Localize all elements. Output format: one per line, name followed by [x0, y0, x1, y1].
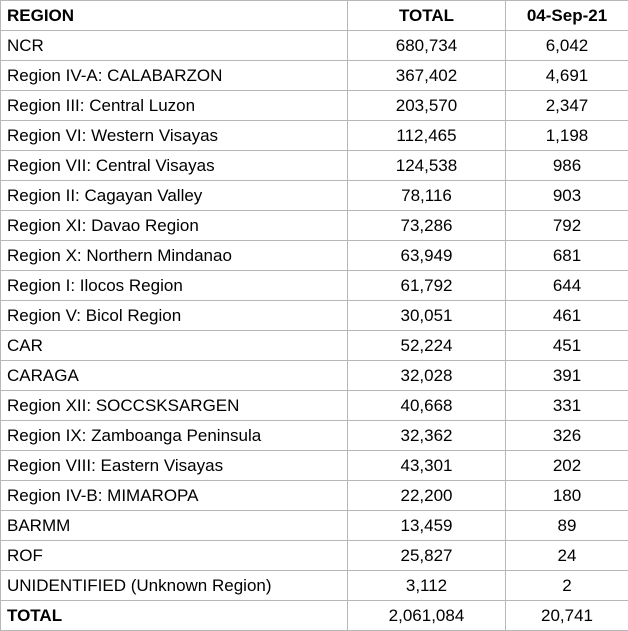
region-cell: BARMM: [1, 511, 348, 541]
total-cell: 52,224: [348, 331, 506, 361]
region-cell: CAR: [1, 331, 348, 361]
table-row: [1, 151, 628, 181]
region-cell: Region I: Ilocos Region: [1, 271, 348, 301]
total-cell: 32,362: [348, 421, 506, 451]
table-row: [1, 391, 628, 421]
date-cell: 331: [506, 391, 628, 421]
total-cell: 73,286: [348, 211, 506, 241]
region-cell: Region II: Cagayan Valley: [1, 181, 348, 211]
date-cell: 681: [506, 241, 628, 271]
date-cell: 24: [506, 541, 628, 571]
table-row: [1, 211, 628, 241]
date-cell: 4,691: [506, 61, 628, 91]
header-date: 04-Sep-21: [506, 1, 628, 31]
date-cell: 180: [506, 481, 628, 511]
total-cell: 30,051: [348, 301, 506, 331]
total-cell: 78,116: [348, 181, 506, 211]
header-region: REGION: [1, 1, 348, 31]
total-cell: 61,792: [348, 271, 506, 301]
total-cell: 43,301: [348, 451, 506, 481]
date-cell: 2,347: [506, 91, 628, 121]
date-cell: 89: [506, 511, 628, 541]
region-cell: Region V: Bicol Region: [1, 301, 348, 331]
table-row: [1, 571, 628, 601]
total-cell: 203,570: [348, 91, 506, 121]
region-cell: Region X: Northern Mindanao: [1, 241, 348, 271]
region-cell: ROF: [1, 541, 348, 571]
date-cell: 461: [506, 301, 628, 331]
region-cell: Region VII: Central Visayas: [1, 151, 348, 181]
region-cell: UNIDENTIFIED (Unknown Region): [1, 571, 348, 601]
date-cell: 6,042: [506, 31, 628, 61]
date-cell: 792: [506, 211, 628, 241]
total-cell: 63,949: [348, 241, 506, 271]
total-date-cases: 20,741: [506, 601, 628, 631]
total-cell: 124,538: [348, 151, 506, 181]
table-row: [1, 241, 628, 271]
table-row: [1, 301, 628, 331]
total-cell: 680,734: [348, 31, 506, 61]
table-row: [1, 421, 628, 451]
date-cell: 326: [506, 421, 628, 451]
region-cell: CARAGA: [1, 361, 348, 391]
region-cell: Region IV-A: CALABARZON: [1, 61, 348, 91]
total-cell: 3,112: [348, 571, 506, 601]
table-row: [1, 451, 628, 481]
region-cell: Region IV-B: MIMAROPA: [1, 481, 348, 511]
date-cell: 903: [506, 181, 628, 211]
total-label: TOTAL: [1, 601, 348, 631]
table-row: [1, 271, 628, 301]
region-cell: Region VIII: Eastern Visayas: [1, 451, 348, 481]
table-row: [1, 31, 628, 61]
table-row: [1, 91, 628, 121]
table-row: [1, 541, 628, 571]
total-cases: 2,061,084: [348, 601, 506, 631]
date-cell: 2: [506, 571, 628, 601]
date-cell: 202: [506, 451, 628, 481]
date-cell: 391: [506, 361, 628, 391]
total-cell: 32,028: [348, 361, 506, 391]
table-row: [1, 331, 628, 361]
region-cell: NCR: [1, 31, 348, 61]
table-row: [1, 361, 628, 391]
total-cell: 112,465: [348, 121, 506, 151]
table-row: [1, 181, 628, 211]
region-cell: Region III: Central Luzon: [1, 91, 348, 121]
date-cell: 644: [506, 271, 628, 301]
region-cell: Region XII: SOCCSKSARGEN: [1, 391, 348, 421]
table-row: [1, 121, 628, 151]
total-cell: 367,402: [348, 61, 506, 91]
region-cell: Region VI: Western Visayas: [1, 121, 348, 151]
table-row: [1, 61, 628, 91]
date-cell: 451: [506, 331, 628, 361]
total-cell: 25,827: [348, 541, 506, 571]
header-total: TOTAL: [348, 1, 506, 31]
total-cell: 13,459: [348, 511, 506, 541]
date-cell: 986: [506, 151, 628, 181]
header-row: [1, 1, 628, 31]
date-cell: 1,198: [506, 121, 628, 151]
region-cell: Region IX: Zamboanga Peninsula: [1, 421, 348, 451]
table-row: [1, 511, 628, 541]
table-row: [1, 481, 628, 511]
region-cell: Region XI: Davao Region: [1, 211, 348, 241]
total-cell: 40,668: [348, 391, 506, 421]
total-row: [1, 601, 628, 631]
total-cell: 22,200: [348, 481, 506, 511]
